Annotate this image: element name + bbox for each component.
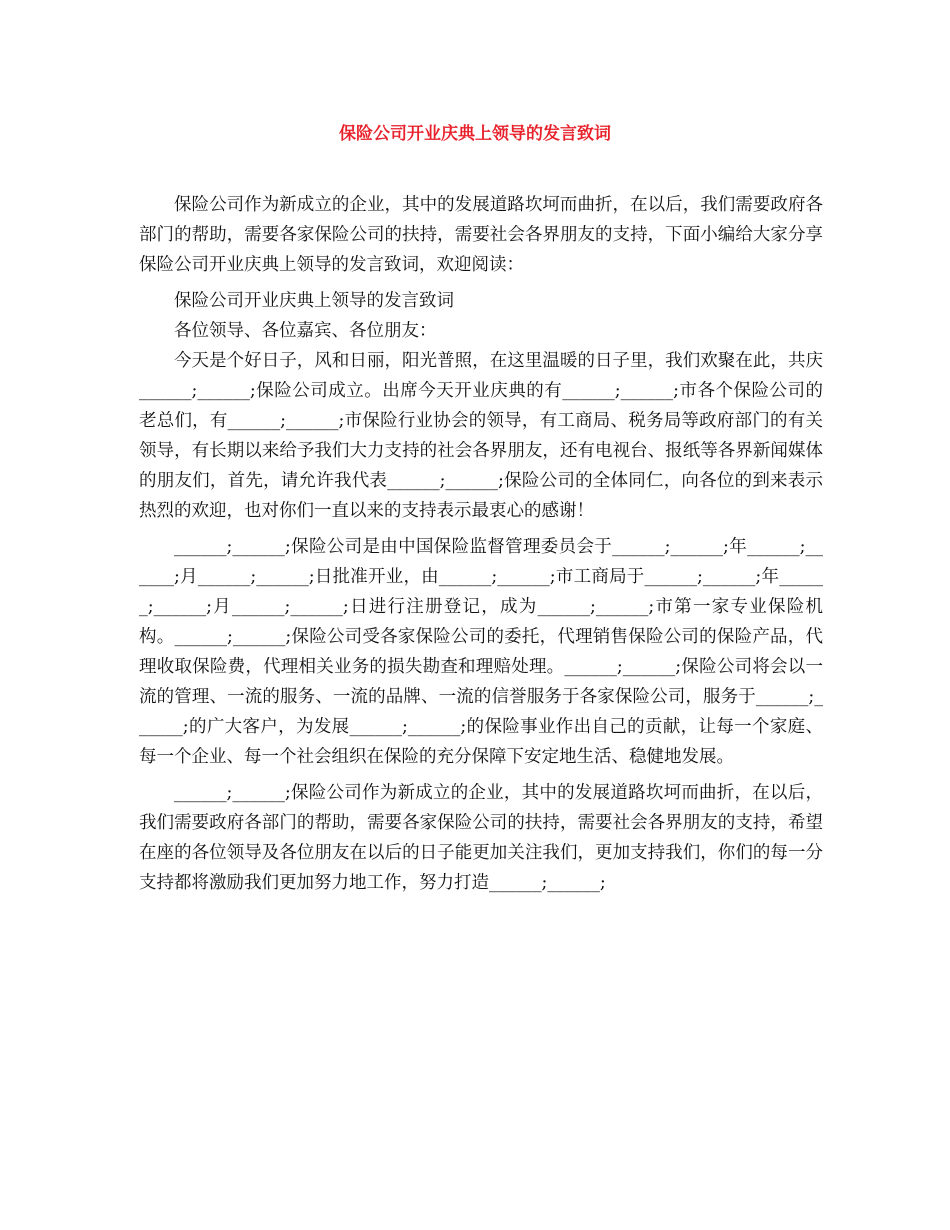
salutation: 各位领导、各位嘉宾、各位朋友： [174, 321, 437, 341]
speech-heading: 保险公司开业庆典上领导的发言致词 [174, 291, 454, 311]
body-paragraph: ______;______;保险公司是由中国保险监督管理委员会于______;______;年______;______;月______;______;日批准开业，由______;______;市工商局于______;______;年______;______;月______;______;日进行注册登记，成为______;______;市第一家专业保险机构。______;______;保险公司受各家保险公司的委托，代理销售保险公司的保险产品，代理收取保险费，代理相关业务的损失勘查和理赔处理。______;______;保险公司将会以一流的管理、一流的服务、一流的品牌、一流的信誉服务于各家保险公司，服务于______;______;的广大客户，为发展______;______;的保险事业作出自己的贡献，让每一个家庭、每一个企业、每一个社会组织在保险的充分保障下安定地生活、稳健地发展。 [139, 537, 823, 767]
document-body [139, 190, 823, 904]
document-title: 保险公司开业庆典上领导的发言致词 [339, 124, 611, 144]
body-paragraph: 今天是个好日子，风和日丽，阳光普照，在这里温暖的日子里，我们欢聚在此，共庆______;______;保险公司成立。出席今天开业庆典的有______;______;市各个保险公司的老总们，有______;______;市保险行业协会的领导，有工商局、税务局等政府部门的有关领导，有长期以来给予我们大力支持的社会各界朋友，还有电视台、报纸等各界新闻媒体的朋友们，首先，请允许我代表______;______;保险公司的全体同仁，向各位的到来表示热烈的欢迎，也对你们一直以来的支持表示最衷心的感谢！ [139, 351, 823, 521]
body-paragraph: ______;______;保险公司作为新成立的企业，其中的发展道路坎坷而曲折，在以后，我们需要政府各部门的帮助，需要各家保险公司的扶持，需要社会各界朋友的支持，希望在座的各位领导及各位朋友在以后的日子能更加关注我们，更加支持我们，你们的每一分支持都将激励我们更加努力地工作，努力打造______;______; [139, 783, 823, 893]
intro-paragraph: 保险公司作为新成立的企业，其中的发展道路坎坷而曲折，在以后，我们需要政府各部门的帮助，需要各家保险公司的扶持，需要社会各界朋友的支持，下面小编给大家分享保险公司开业庆典上领导的发言致词，欢迎阅读： [139, 195, 823, 275]
